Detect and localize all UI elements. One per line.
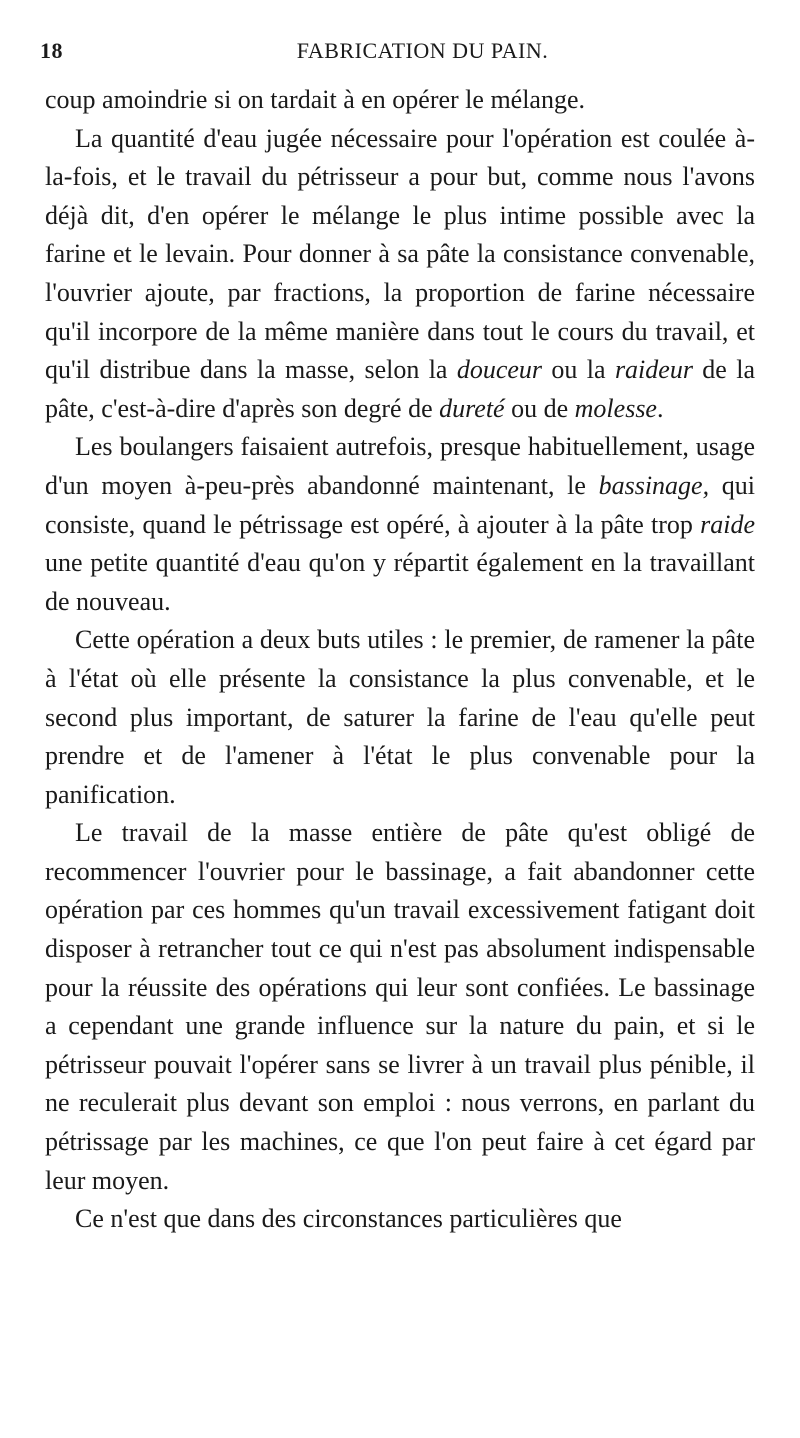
text-segment: . [656, 393, 664, 423]
text-segment: coup amoindrie si on tardait à en opérer le mélange. [45, 85, 586, 114]
text-segment: Le travail de la masse entière de pâte qu'est obligé de recommencer l'ouvrier pour le bassinage, a fait abandonner cette opération par ces hommes qu'un travail excessivement fatigant doit disposer à retrancher tout ce qui n'est pas absolument indispensable pour la réussite des opérations qui leur sont confiées. Le bassinage a cependant une grande influence sur la nature du pain, et si le pétrisseur pouvait l'opérer sans se livrer à un travail plus pénible, il ne reculerait plus devant son emploi : nous verrons, en parlant du pétrissage par les machines, ce que l'on peut faire à cet égard par leur moyen. [45, 818, 755, 1195]
italic-term-bassinage: bassinage, [598, 470, 710, 500]
text-segment: qui consiste, quand le pétrissage est opéré, à ajouter à la pâte trop [45, 470, 755, 539]
page-number: 18 [40, 38, 63, 63]
italic-term-raideur: raideur [614, 355, 693, 385]
body-text [45, 81, 755, 1239]
text-segment: Cette opération a deux buts utiles : le premier, de ramener la pâte à l'état où elle présente la consistance la plus convenable, et le second plus important, de saturer la farine de l'eau qu'elle peut prendre et de l'amener à l'état le plus convenable pour la panification. [45, 625, 755, 809]
running-head [40, 38, 755, 72]
paragraph-eau [45, 120, 755, 429]
text-segment: ou la [542, 355, 615, 385]
paragraph-continuation [45, 81, 755, 120]
italic-term-molesse: molesse [574, 393, 657, 423]
text-segment: une petite quantité d'eau qu'on y répartit également en la travaillant de nouveau. [45, 548, 755, 616]
italic-term-raide: raide [700, 509, 755, 539]
text-segment: Les boulangers faisaient autrefois, presque habituellement, usage d'un moyen à-peu-près abandonné maintenant, le [45, 432, 755, 500]
paragraph-circonstances [45, 1200, 755, 1239]
paragraph-operation [45, 621, 755, 814]
text-segment: ou de [504, 393, 575, 423]
text-segment: Ce n'est que dans des circonstances particulières que [75, 1204, 622, 1234]
text-segment: La quantité d'eau jugée nécessaire pour l'opération est coulée à-la-fois, et le travail du pétrisseur a pour but, comme nous l'avons déjà dit, d'en opérer le mélange le plus intime possible avec la farine et le levain. Pour donner à sa pâte la consistance convenable, l'ouvrier ajoute, par fractions, la proportion de farine nécessaire qu'il incorpore de la même manière dans tout le cours du travail, et qu'il distribue dans la masse, selon la [45, 123, 755, 385]
italic-term-durete: dureté [439, 393, 505, 423]
paragraph-bassinage [45, 428, 755, 621]
paragraph-travail [45, 814, 755, 1200]
running-title: FABRICATION DU PAIN. [296, 38, 549, 63]
italic-term-douceur: douceur [456, 355, 543, 385]
text-segment: de la pâte, c'est-à-dire d'après son degré de [45, 355, 755, 423]
